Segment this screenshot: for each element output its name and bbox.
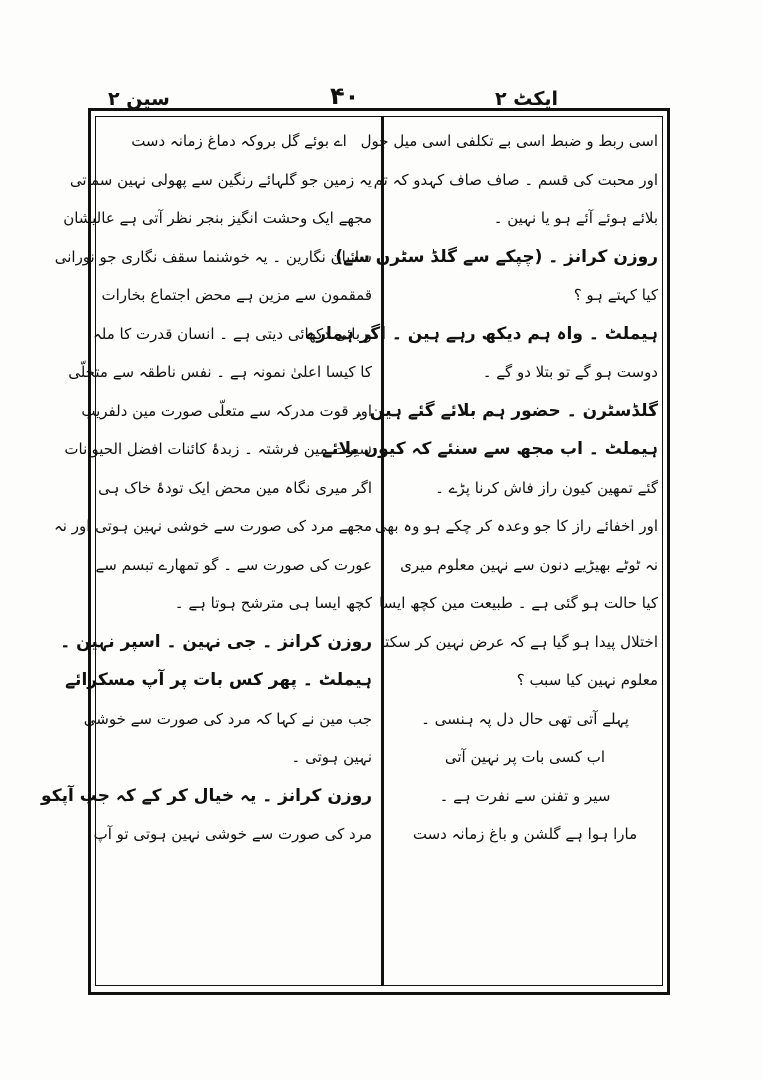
text-line: نہین ہوتی ۔: [291, 748, 372, 766]
text-line: مرد کی صورت سے خوشی نہین ہوتی تو آپ: [93, 825, 372, 843]
text-line: جب مین نے کہا کہ مرد کی صورت سے خوشی: [83, 709, 372, 728]
text-line: مارا ہوا ہے گلشن و باغ زمانہ دست: [412, 825, 638, 843]
text-line: گلڈسٹرن ۔ حضور ہم بلائے گئے ہین ۔: [353, 400, 658, 421]
text-line: سیرت مین فرشتہ ۔ زبدۂ کائنات افضل الحیوانات: [64, 440, 372, 458]
text-line: روزن کرانز ۔ یہ خیال کر کے کہ جب آپکو: [41, 785, 372, 806]
text-line: بلائے ہوئے آئے ہو یا نہین ۔: [493, 209, 658, 227]
page-number: ۴۰: [330, 82, 360, 110]
text-line: کیا حالت ہو گئی ہے ۔ طبیعت مین کچھ ایسا: [379, 594, 658, 612]
text-line: مجھے مرد کی صورت سے خوشی نہین ہوتی اور نہ: [53, 517, 372, 535]
text-line: اگر میری نگاہ مین محض ایک تودۂ خاک ہی: [98, 478, 372, 497]
text-line: معلوم نہین کیا سبب ؟: [516, 671, 658, 689]
text-line: ہیملٹ ۔ واہ ہم دیکھ رہے ہین ۔ اگر ہمارے: [306, 323, 658, 344]
text-line: ہیملٹ ۔ اب مجھ سے سنئے کہ کیون بلائے: [322, 439, 658, 459]
text-line: اور اخفائے راز کا جو وعدہ کر چکے ہو وہ بھی: [374, 517, 658, 535]
text-line: قمقمون سے مزین ہے محض اجتماع بخارات: [101, 286, 372, 304]
text-line: سائبان نگارین ۔ یہ خوشنما سقف نگاری جو نورانی: [54, 247, 372, 266]
text-line: اب کسی بات پر نہین آتی: [444, 748, 606, 766]
text-line: اور محبت کی قسم ۔ صاف صاف کہدو کہ تم: [373, 170, 658, 189]
text-line: یہ زمین جو گلہائے رنگین سے پھولی نہین سماتی: [69, 170, 372, 189]
text-line: اختلال پیدا ہو گیا ہے کہ عرض نہین کر سکتا: [380, 632, 658, 651]
left-column: [41, 122, 372, 854]
scene-label: سین ۲: [108, 88, 170, 110]
text-line: اور قوت مدرکہ سے متعلّی صورت مین دلفریب: [81, 401, 372, 420]
text-line: گئے تمھین کیون راز فاش کرنا پڑے ۔: [435, 478, 658, 497]
text-line: روزن کرانز ۔ (چپکے سے گلڈ سٹرن سے): [335, 246, 658, 267]
text-line: کچھ ایسا ہی مترشح ہوتا ہے ۔: [174, 594, 372, 612]
text-line: کیا کہتے ہو ؟: [573, 286, 658, 304]
text-line: مجھے ایک وحشت انگیز بنجر نظر آتی ہے عالیشان: [63, 209, 372, 227]
text-line: اے بوئے گل بروکہ دماغ زمانہ دست: [131, 132, 347, 150]
text-line: دوست ہو گے تو بتلا دو گے ۔: [482, 363, 658, 381]
text-line: ہیملٹ ۔ پھر کس بات پر آپ مسکرائے: [65, 670, 372, 690]
text-line: کا کیسا اعلیٰ نمونہ ہے ۔ نفس ناطقہ سے متحلّی: [68, 363, 372, 381]
text-line: عورت کی صورت سے ۔ گو تمھارے تبسم سے: [95, 555, 372, 574]
text-line: پہلے آتی تھی حال دل پہ ہنسی ۔: [421, 709, 629, 728]
text-line: و بائی دکھائی دیتی ہے ۔ انسان قدرت کا ملہ: [92, 324, 372, 343]
act-label: ایکٹ ۲: [495, 88, 559, 110]
text-line: اسی ربط و ضبط اسی بے تکلفی اسی میل جول: [360, 132, 658, 150]
text-line: روزن کرانز ۔ جی نہین ۔ اسپر نہین ۔: [60, 631, 372, 652]
text-line: سیر و تفنن سے نفرت ہے ۔: [439, 786, 611, 805]
text-line: نہ ٹوٹے بھیڑیے دنون سے نہین معلوم میری: [400, 555, 658, 574]
